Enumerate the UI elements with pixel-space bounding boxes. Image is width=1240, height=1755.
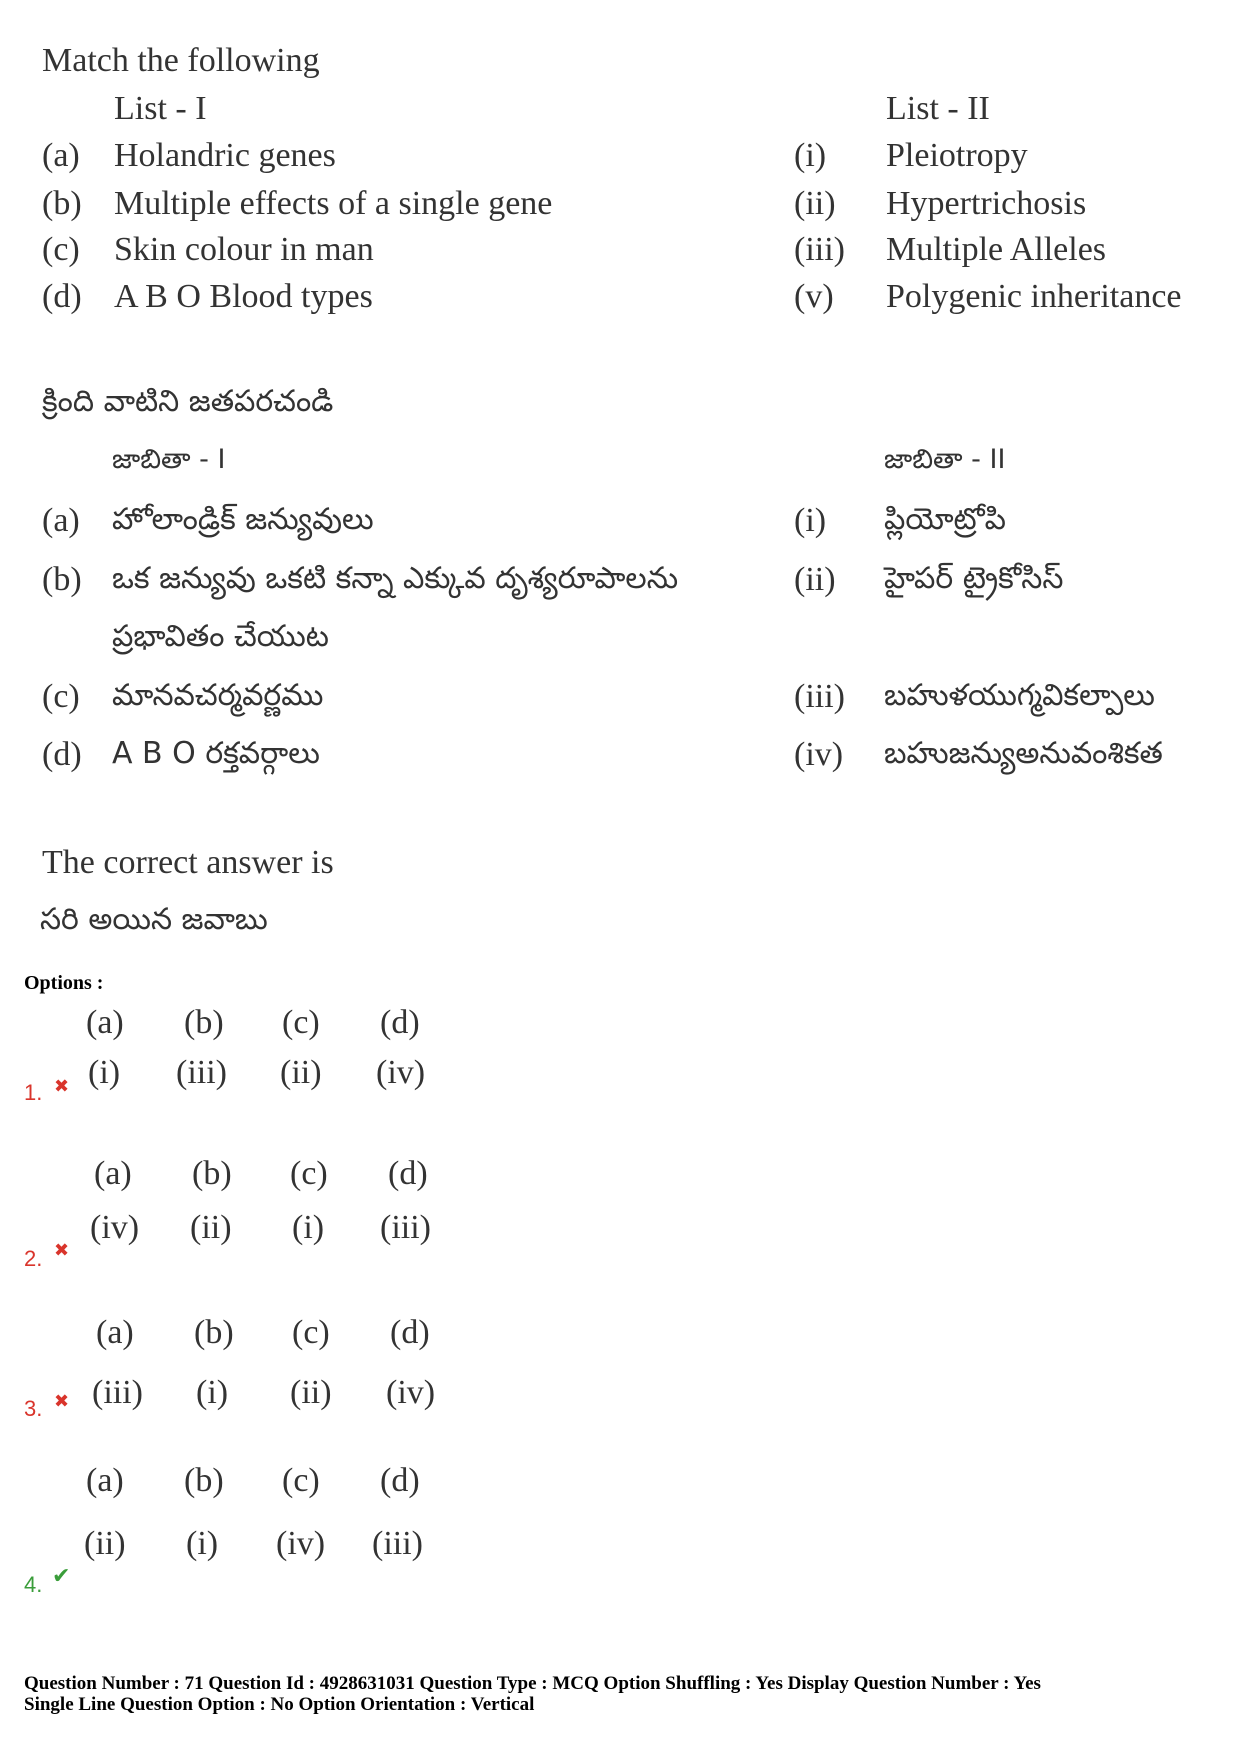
options-label: Options : bbox=[24, 972, 104, 994]
row-label: (a) bbox=[42, 137, 80, 174]
option-header-cell: (d) bbox=[380, 1004, 420, 1041]
option-header-cell: (b) bbox=[194, 1314, 234, 1351]
row-label: (a) bbox=[42, 502, 80, 539]
row-text: A B O రక్తవర్గాలు bbox=[112, 736, 320, 771]
row-label: (ii) bbox=[794, 561, 836, 598]
question-heading-en: Match the following bbox=[42, 42, 320, 79]
row-label: (d) bbox=[42, 278, 82, 315]
option-value-cell: (iv) bbox=[276, 1525, 326, 1562]
list2-header-en: List - II bbox=[886, 90, 990, 127]
row-label: (b) bbox=[42, 561, 82, 598]
option-header-cell: (a) bbox=[94, 1155, 132, 1192]
row-label: (iii) bbox=[794, 231, 845, 268]
option-header-cell: (b) bbox=[184, 1462, 224, 1499]
row-label: (c) bbox=[42, 678, 80, 715]
option-value-cell: (i) bbox=[186, 1525, 219, 1562]
row-text: మానవచర్మవర్ణము bbox=[112, 678, 324, 713]
row-text-continued: ప్రభావితం చేయుట bbox=[112, 619, 329, 654]
row-text: హోలాండ్రిక్ జన్యువులు bbox=[112, 502, 374, 537]
option-number: 1. bbox=[24, 1080, 43, 1105]
option-header-cell: (a) bbox=[86, 1004, 124, 1041]
option-header-cell: (a) bbox=[86, 1462, 124, 1499]
option-value-cell: (iv) bbox=[90, 1209, 140, 1246]
option-value-cell: (iii) bbox=[176, 1054, 227, 1091]
row-text: బహుజన్యుఅనువంశికత bbox=[884, 736, 1163, 771]
question-meta-line1: Question Number : 71 Question Id : 4928631031 Question Type : MCQ Option Shuffling : Yes Display Question Number : Yes bbox=[24, 1673, 1041, 1694]
option-header-cell: (d) bbox=[380, 1462, 420, 1499]
option-header-cell: (b) bbox=[192, 1155, 232, 1192]
option-value-cell: (iii) bbox=[92, 1374, 143, 1411]
list1-header-te: జాబితా - I bbox=[112, 444, 226, 475]
list1-header-en: List - I bbox=[114, 90, 207, 127]
row-text: Multiple Alleles bbox=[886, 231, 1107, 268]
row-text: Multiple effects of a single gene bbox=[114, 185, 553, 222]
option-value-cell: (i) bbox=[292, 1209, 325, 1246]
option-header-cell: (c) bbox=[282, 1004, 320, 1041]
question-heading-te: క్రింది వాటిని జతపరచండి bbox=[42, 384, 334, 419]
row-label: (iii) bbox=[794, 678, 845, 715]
option-value-cell: (ii) bbox=[290, 1374, 332, 1411]
option-number: 2. bbox=[24, 1246, 43, 1271]
option-header-cell: (d) bbox=[390, 1314, 430, 1351]
row-label: (ii) bbox=[794, 185, 836, 222]
option-value-cell: (i) bbox=[88, 1054, 121, 1091]
row-label: (b) bbox=[42, 185, 82, 222]
row-label: (i) bbox=[794, 137, 827, 174]
row-label: (d) bbox=[42, 736, 82, 773]
option-header-cell: (d) bbox=[388, 1155, 428, 1192]
option-value-cell: (iv) bbox=[386, 1374, 436, 1411]
option-header-cell: (a) bbox=[96, 1314, 134, 1351]
row-text: A B O Blood types bbox=[114, 278, 373, 315]
option-value-cell: (ii) bbox=[280, 1054, 322, 1091]
row-label: (c) bbox=[42, 231, 80, 268]
row-text: ప్లియోట్రోపి bbox=[884, 502, 1007, 537]
row-text: హైపర్ ట్రైకోసిస్ bbox=[884, 561, 1064, 596]
wrong-icon: ✖ bbox=[54, 1076, 70, 1097]
list2-header-te: జాబితా - II bbox=[884, 444, 1006, 475]
row-text: Polygenic inheritance bbox=[886, 278, 1182, 315]
option-header-cell: (c) bbox=[290, 1155, 328, 1192]
row-text: Holandric genes bbox=[114, 137, 336, 174]
option-number: 3. bbox=[24, 1396, 43, 1421]
wrong-icon: ✖ bbox=[54, 1391, 70, 1412]
option-header-cell: (b) bbox=[184, 1004, 224, 1041]
row-text: Hypertrichosis bbox=[886, 185, 1087, 222]
option-header-cell: (c) bbox=[292, 1314, 330, 1351]
row-label: (i) bbox=[794, 502, 827, 539]
row-text: ఒక జన్యువు ఒకటి కన్నా ఎక్కువ దృశ్యరూపాలను bbox=[112, 561, 679, 596]
option-number: 4. bbox=[24, 1572, 43, 1597]
option-value-cell: (ii) bbox=[190, 1209, 232, 1246]
option-value-cell: (ii) bbox=[84, 1525, 126, 1562]
wrong-icon: ✖ bbox=[54, 1240, 70, 1261]
question-meta-line2: Single Line Question Option : No Option Orientation : Vertical bbox=[24, 1694, 535, 1715]
answer-prompt-en: The correct answer is bbox=[42, 844, 334, 881]
row-text: Pleiotropy bbox=[886, 137, 1028, 174]
check-icon: ✔ bbox=[52, 1564, 71, 1589]
option-header-cell: (c) bbox=[282, 1462, 320, 1499]
answer-prompt-te: సరి అయిన జవాబు bbox=[40, 902, 268, 937]
option-value-cell: (i) bbox=[196, 1374, 229, 1411]
row-text: బహుళయుగ్మవికల్పాలు bbox=[884, 678, 1155, 713]
row-label: (iv) bbox=[794, 736, 844, 773]
option-value-cell: (iii) bbox=[380, 1209, 431, 1246]
option-value-cell: (iv) bbox=[376, 1054, 426, 1091]
row-label: (v) bbox=[794, 278, 834, 315]
option-value-cell: (iii) bbox=[372, 1525, 423, 1562]
row-text: Skin colour in man bbox=[114, 231, 374, 268]
